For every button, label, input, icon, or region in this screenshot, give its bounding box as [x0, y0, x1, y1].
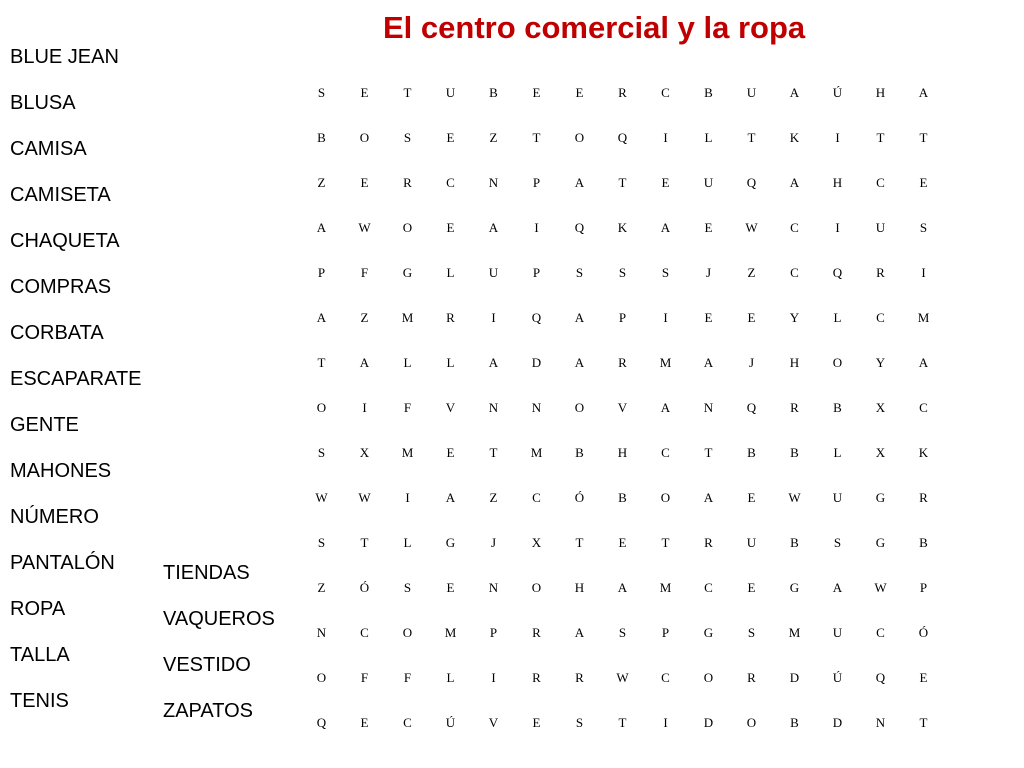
- grid-letter: T: [575, 534, 584, 550]
- grid-letter: L: [446, 354, 455, 370]
- grid-letter: C: [446, 174, 455, 190]
- word-list-item: MAHONES: [10, 460, 112, 482]
- grid-letter: G: [445, 534, 456, 550]
- grid-letter: L: [403, 354, 412, 370]
- grid-letter: A: [660, 219, 671, 235]
- grid-letter: P: [489, 624, 498, 640]
- grid-letter: Z: [489, 129, 498, 145]
- grid-letter: C: [360, 624, 369, 640]
- grid-letter: T: [618, 714, 627, 730]
- grid-letter: C: [790, 264, 799, 280]
- grid-letter: W: [315, 489, 328, 505]
- grid-letter: E: [446, 579, 455, 595]
- word-list-item: TIENDAS: [163, 562, 250, 584]
- grid-letter: Q: [832, 264, 843, 280]
- grid-letter: E: [446, 444, 455, 460]
- grid-letter: O: [574, 399, 585, 415]
- grid-letter: I: [663, 714, 668, 730]
- grid-letter: Z: [360, 309, 369, 325]
- grid-letter: W: [358, 489, 371, 505]
- grid-letter: E: [446, 219, 455, 235]
- grid-letter: B: [790, 444, 799, 460]
- grid-letter: I: [663, 129, 668, 145]
- grid-letter: M: [659, 579, 672, 595]
- grid-letter: M: [917, 309, 930, 325]
- grid-letter: R: [790, 399, 799, 415]
- word-list-item: TENIS: [10, 690, 69, 712]
- grid-letter: O: [316, 669, 327, 685]
- grid-letter: X: [531, 534, 542, 550]
- grid-letter: R: [919, 489, 928, 505]
- grid-letter: N: [316, 624, 327, 640]
- grid-letter: A: [359, 354, 370, 370]
- grid-letter: O: [316, 399, 327, 415]
- grid-letter: U: [832, 624, 843, 640]
- grid-letter: T: [661, 534, 670, 550]
- grid-letter: E: [532, 84, 541, 100]
- grid-letter: A: [445, 489, 456, 505]
- grid-letter: Q: [875, 669, 886, 685]
- grid-letter: S: [833, 534, 842, 550]
- grid-letter: I: [534, 219, 539, 235]
- grid-letter: L: [403, 534, 412, 550]
- grid-letter: W: [358, 219, 371, 235]
- grid-letter: Ú: [445, 714, 456, 730]
- grid-letter: M: [401, 444, 414, 460]
- grid-letter: A: [316, 309, 327, 325]
- word-list-item: ESCAPARATE: [10, 368, 142, 390]
- grid-letter: R: [403, 174, 412, 190]
- grid-letter: B: [790, 714, 799, 730]
- grid-letter: M: [659, 354, 672, 370]
- grid-letter: S: [919, 219, 928, 235]
- grid-letter: I: [921, 264, 926, 280]
- grid-letter: Z: [317, 174, 326, 190]
- grid-letter: T: [532, 129, 541, 145]
- grid-letter: A: [789, 174, 800, 190]
- grid-letter: P: [317, 264, 326, 280]
- grid-letter: T: [360, 534, 369, 550]
- grid-letter: O: [703, 669, 714, 685]
- grid-letter: E: [532, 714, 541, 730]
- page-title: El centro comercial y la ropa: [383, 10, 806, 45]
- grid-letter: A: [488, 354, 499, 370]
- grid-letter: P: [532, 264, 541, 280]
- grid-letter: S: [575, 264, 584, 280]
- word-list-item: VESTIDO: [163, 654, 251, 676]
- grid-letter: M: [444, 624, 457, 640]
- grid-letter: T: [489, 444, 498, 460]
- grid-letter: C: [661, 669, 670, 685]
- grid-letter: T: [317, 354, 326, 370]
- grid-letter: S: [317, 534, 326, 550]
- grid-letter: Y: [875, 354, 886, 370]
- grid-letter: Z: [317, 579, 326, 595]
- grid-letter: O: [660, 489, 671, 505]
- grid-letter: S: [618, 264, 627, 280]
- grid-letter: I: [835, 219, 840, 235]
- grid-letter: Ú: [832, 84, 843, 100]
- grid-letter: T: [919, 129, 928, 145]
- grid-letter: A: [703, 489, 714, 505]
- grid-letter: N: [488, 579, 499, 595]
- grid-letter: E: [919, 669, 928, 685]
- grid-letter: D: [703, 714, 714, 730]
- grid-letter: B: [317, 129, 326, 145]
- grid-letter: F: [403, 669, 412, 685]
- grid-letter: I: [362, 399, 367, 415]
- grid-letter: Q: [746, 399, 757, 415]
- grid-letter: G: [789, 579, 800, 595]
- word-list-item: CHAQUETA: [10, 230, 120, 252]
- grid-letter: E: [704, 309, 713, 325]
- grid-letter: C: [704, 579, 713, 595]
- grid-letter: Ó: [574, 489, 585, 505]
- grid-letter: O: [832, 354, 843, 370]
- grid-letter: Ó: [359, 579, 370, 595]
- word-list-item: CORBATA: [10, 322, 104, 344]
- grid-letter: R: [532, 624, 541, 640]
- grid-letter: U: [746, 534, 757, 550]
- grid-letter: E: [575, 84, 584, 100]
- grid-letter: S: [618, 624, 627, 640]
- grid-letter: T: [403, 84, 412, 100]
- word-list-item: NÚMERO: [10, 506, 99, 528]
- grid-letter: N: [488, 174, 499, 190]
- word-list-item: CAMISA: [10, 138, 87, 160]
- grid-letter: G: [875, 534, 886, 550]
- grid-letter: W: [745, 219, 758, 235]
- grid-letter: A: [789, 84, 800, 100]
- grid-letter: C: [876, 174, 885, 190]
- grid-letter: I: [663, 309, 668, 325]
- grid-letter: P: [532, 174, 541, 190]
- grid-letter: M: [530, 444, 543, 460]
- grid-letter: F: [360, 669, 369, 685]
- grid-letter: Ó: [918, 624, 929, 640]
- word-list-item: ROPA: [10, 598, 66, 620]
- grid-letter: E: [618, 534, 627, 550]
- grid-letter: A: [832, 579, 843, 595]
- grid-letter: P: [661, 624, 670, 640]
- grid-letter: H: [875, 84, 886, 100]
- grid-letter: W: [874, 579, 887, 595]
- grid-letter: R: [575, 669, 584, 685]
- grid-letter: L: [446, 264, 455, 280]
- grid-letter: H: [789, 354, 800, 370]
- grid-letter: G: [875, 489, 886, 505]
- grid-letter: A: [316, 219, 327, 235]
- grid-letter: O: [531, 579, 542, 595]
- grid-letter: S: [403, 129, 412, 145]
- grid-letter: D: [832, 714, 843, 730]
- grid-letter: I: [491, 309, 496, 325]
- grid-letter: S: [403, 579, 412, 595]
- grid-letter: N: [703, 399, 714, 415]
- grid-letter: G: [703, 624, 714, 640]
- grid-letter: I: [405, 489, 410, 505]
- grid-letter: A: [703, 354, 714, 370]
- grid-letter: X: [875, 444, 886, 460]
- word-list-item: TALLA: [10, 644, 70, 666]
- grid-letter: B: [919, 534, 928, 550]
- grid-letter: E: [747, 309, 756, 325]
- grid-letter: N: [875, 714, 886, 730]
- grid-letter: C: [532, 489, 541, 505]
- grid-letter: M: [401, 309, 414, 325]
- grid-letter: R: [618, 354, 627, 370]
- grid-letter: O: [574, 129, 585, 145]
- grid-letter: V: [445, 399, 456, 415]
- grid-letter: G: [402, 264, 413, 280]
- grid-letter: B: [790, 534, 799, 550]
- grid-letter: E: [446, 129, 455, 145]
- grid-letter: I: [491, 669, 496, 685]
- grid-letter: W: [616, 669, 629, 685]
- word-list-item: VAQUEROS: [163, 608, 275, 630]
- grid-letter: Q: [316, 714, 327, 730]
- grid-letter: A: [574, 174, 585, 190]
- grid-letter: C: [661, 84, 670, 100]
- word-list-column-1: [10, 45, 142, 735]
- grid-letter: Ú: [832, 669, 843, 685]
- grid-letter: E: [360, 84, 369, 100]
- grid-letter: H: [617, 444, 628, 460]
- grid-letter: B: [747, 444, 756, 460]
- grid-letter: B: [489, 84, 498, 100]
- grid-letter: N: [488, 399, 499, 415]
- grid-letter: L: [833, 309, 842, 325]
- grid-letter: J: [705, 264, 712, 280]
- word-list-item: BLUSA: [10, 92, 76, 114]
- grid-letter: K: [918, 444, 929, 460]
- word-list-item: ZAPATOS: [163, 700, 254, 722]
- word-list-item: GENTE: [10, 414, 79, 436]
- grid-letter: C: [919, 399, 928, 415]
- grid-letter: B: [575, 444, 584, 460]
- grid-letter: K: [789, 129, 800, 145]
- grid-letter: R: [747, 669, 756, 685]
- grid-letter: V: [617, 399, 628, 415]
- grid-letter: A: [660, 399, 671, 415]
- grid-letter: Q: [746, 174, 757, 190]
- grid-letter: C: [876, 624, 885, 640]
- grid-letter: H: [574, 579, 585, 595]
- grid-letter: A: [574, 354, 585, 370]
- grid-letter: R: [446, 309, 455, 325]
- grid-letter: E: [747, 489, 756, 505]
- grid-letter: Y: [789, 309, 800, 325]
- grid-letter: E: [661, 174, 670, 190]
- grid-letter: A: [574, 309, 585, 325]
- grid-letter: C: [403, 714, 412, 730]
- grid-letter: H: [832, 174, 843, 190]
- grid-letter: K: [617, 219, 628, 235]
- grid-letter: T: [876, 129, 885, 145]
- grid-letter: P: [618, 309, 627, 325]
- grid-letter: X: [359, 444, 370, 460]
- grid-letter: R: [618, 84, 627, 100]
- grid-letter: F: [403, 399, 412, 415]
- grid-letter: R: [704, 534, 713, 550]
- grid-letter: L: [704, 129, 713, 145]
- grid-letter: A: [488, 219, 499, 235]
- grid-letter: T: [618, 174, 627, 190]
- grid-letter: E: [747, 579, 756, 595]
- grid-letter: U: [832, 489, 843, 505]
- grid-letter: S: [661, 264, 670, 280]
- grid-letter: S: [317, 84, 326, 100]
- grid-letter: A: [617, 579, 628, 595]
- grid-letter: O: [359, 129, 370, 145]
- word-list-item: PANTALÓN: [10, 552, 115, 574]
- grid-letter: Q: [617, 129, 628, 145]
- grid-letter: C: [661, 444, 670, 460]
- grid-letter: B: [704, 84, 713, 100]
- grid-letter: T: [704, 444, 713, 460]
- grid-letter: E: [704, 219, 713, 235]
- word-search-grid: [300, 70, 940, 745]
- grid-letter: U: [875, 219, 886, 235]
- grid-letter: A: [574, 624, 585, 640]
- grid-letter: W: [788, 489, 801, 505]
- word-list-item: COMPRAS: [10, 276, 112, 298]
- grid-letter: E: [360, 174, 369, 190]
- grid-letter: D: [531, 354, 542, 370]
- grid-letter: P: [919, 579, 928, 595]
- grid-letter: U: [445, 84, 456, 100]
- grid-letter: S: [575, 714, 584, 730]
- grid-letter: E: [919, 174, 928, 190]
- grid-letter: Z: [747, 264, 756, 280]
- grid-letter: R: [876, 264, 885, 280]
- grid-letter: N: [531, 399, 542, 415]
- grid-letter: D: [789, 669, 800, 685]
- grid-letter: B: [833, 399, 842, 415]
- grid-letter: J: [490, 534, 497, 550]
- grid-letter: T: [747, 129, 756, 145]
- word-list-item: CAMISETA: [10, 184, 111, 206]
- word-list-column-2: [163, 561, 275, 745]
- grid-letter: Z: [489, 489, 498, 505]
- grid-letter: A: [918, 354, 929, 370]
- grid-letter: Q: [574, 219, 585, 235]
- grid-letter: Q: [531, 309, 542, 325]
- grid-letter: X: [875, 399, 886, 415]
- grid-letter: U: [746, 84, 757, 100]
- grid-letter: C: [876, 309, 885, 325]
- grid-letter: V: [488, 714, 499, 730]
- grid-letter: O: [402, 219, 413, 235]
- grid-letter: L: [446, 669, 455, 685]
- grid-letter: O: [402, 624, 413, 640]
- grid-letter: U: [703, 174, 714, 190]
- grid-letter: J: [748, 354, 755, 370]
- grid-letter: F: [360, 264, 369, 280]
- grid-letter: B: [618, 489, 627, 505]
- grid-letter: E: [360, 714, 369, 730]
- grid-letter: L: [833, 444, 842, 460]
- grid-letter: U: [488, 264, 499, 280]
- grid-letter: C: [790, 219, 799, 235]
- grid-letter: M: [788, 624, 801, 640]
- grid-letter: R: [532, 669, 541, 685]
- grid-letter: T: [919, 714, 928, 730]
- grid-letter: S: [317, 444, 326, 460]
- grid-letter: I: [835, 129, 840, 145]
- word-list-item: BLUE JEAN: [10, 46, 119, 68]
- grid-letter: A: [918, 84, 929, 100]
- grid-letter: S: [747, 624, 756, 640]
- grid-letter: O: [746, 714, 757, 730]
